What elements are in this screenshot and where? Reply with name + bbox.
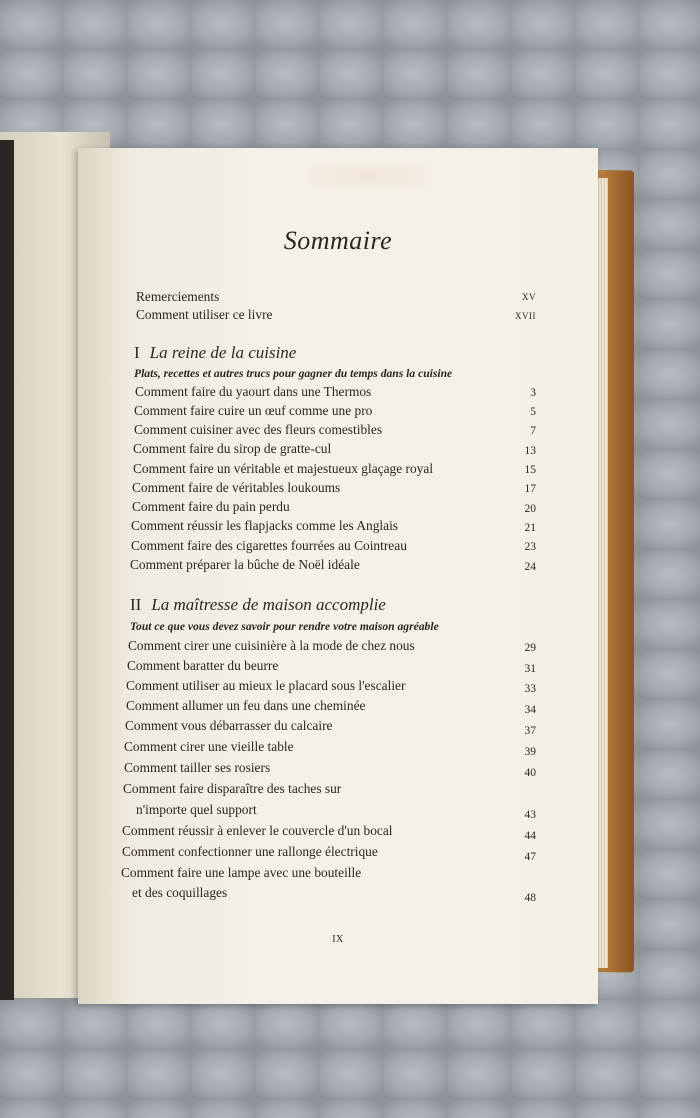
- toc-page-number: XV: [522, 292, 536, 302]
- toc-entry: Comment préparer la bûche de Noël idéale: [130, 557, 360, 572]
- toc-entry: Comment utiliser au mieux le placard sous l'escalier: [126, 678, 406, 693]
- toc-entry-continuation: et des coquillages: [132, 885, 228, 900]
- book-spine-edge: [0, 140, 14, 1000]
- section-number: I: [134, 343, 140, 362]
- toc-page-number: 24: [524, 561, 536, 573]
- toc-entry: Comment faire disparaître des taches sur: [123, 781, 342, 796]
- toc-page-number: 21: [524, 522, 536, 534]
- section-name: La maîtresse de maison accomplie: [151, 595, 386, 614]
- toc-page-number: 44: [524, 830, 536, 842]
- toc-page-number: 7: [530, 425, 536, 437]
- toc-page-number: 13: [524, 445, 536, 457]
- toc-page-number: 3: [530, 387, 536, 399]
- toc-page-number: 17: [524, 483, 536, 495]
- toc-page-number: 39: [524, 746, 536, 758]
- toc-entry: Comment cirer une vieille table: [124, 739, 294, 754]
- section-heading: [130, 595, 386, 615]
- toc-entry: Comment faire du yaourt dans une Thermos: [135, 384, 372, 399]
- page-stain: [308, 164, 428, 188]
- section-subtitle: Tout ce que vous devez savoir pour rendre votre maison agréable: [130, 620, 439, 633]
- toc-entry: Comment faire cuire un œuf comme une pro: [134, 403, 373, 418]
- toc-page-number: XVII: [515, 311, 536, 321]
- toc-entry: Comment cuisiner avec des fleurs comestibles: [134, 422, 383, 437]
- toc-page-number: 48: [524, 892, 536, 904]
- section-number: II: [130, 595, 142, 614]
- toc-page-number: 15: [524, 464, 536, 476]
- toc-entry: Comment tailler ses rosiers: [124, 760, 271, 775]
- toc-page-number: 29: [524, 642, 536, 654]
- toc-entry: Comment faire du sirop de gratte-cul: [133, 441, 332, 456]
- section-name: La reine de la cuisine: [149, 343, 297, 362]
- toc-entry: Remerciements: [136, 289, 220, 304]
- toc-entry: Comment utiliser ce livre: [136, 307, 273, 322]
- toc-page-number: 23: [524, 541, 536, 553]
- toc-page-number: 33: [524, 683, 536, 695]
- section-subtitle: Plats, recettes et autres trucs pour gagner du temps dans la cuisine: [134, 367, 453, 380]
- toc-entry: Comment confectionner une rallonge électrique: [122, 844, 378, 859]
- toc-page-number: 34: [524, 704, 536, 716]
- toc-entry: Comment réussir à enlever le couvercle d'un bocal: [122, 823, 393, 838]
- toc-entry: Comment faire de véritables loukoums: [132, 480, 341, 495]
- toc-page-number: 37: [524, 725, 536, 737]
- toc-page-number: 5: [530, 406, 536, 418]
- toc-entry-continuation: n'importe quel support: [136, 802, 257, 817]
- toc-page-number: 20: [524, 503, 536, 515]
- contents-page: [78, 148, 598, 1004]
- toc-page-number: 40: [524, 767, 536, 779]
- toc-entry: Comment faire du pain perdu: [132, 499, 290, 514]
- toc-entry: Comment allumer un feu dans une cheminée: [126, 698, 366, 713]
- section-heading: [134, 343, 296, 363]
- toc-entry: Comment faire un véritable et majestueux glaçage royal: [133, 461, 434, 476]
- toc-page-number: 31: [524, 663, 536, 675]
- toc-page-number: 43: [524, 809, 536, 821]
- toc-page-number: 47: [524, 851, 536, 863]
- toc-entry: Comment cirer une cuisinière à la mode de chez nous: [128, 638, 415, 653]
- toc-entry: Comment baratter du beurre: [127, 658, 279, 673]
- page-title: Sommaire: [283, 226, 393, 255]
- toc-entry: Comment faire des cigarettes fourrées au Cointreau: [131, 538, 407, 553]
- toc-entry: Comment vous débarrasser du calcaire: [125, 718, 333, 733]
- toc-entry: Comment faire une lampe avec une bouteille: [121, 865, 362, 880]
- toc-entry: Comment réussir les flapjacks comme les Anglais: [131, 518, 399, 533]
- page-folio: IX: [332, 934, 344, 945]
